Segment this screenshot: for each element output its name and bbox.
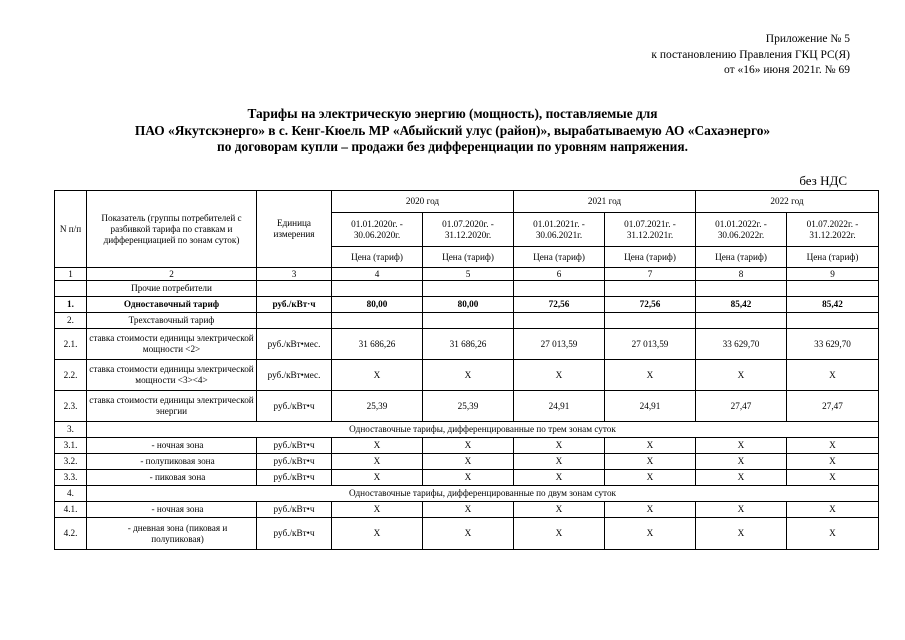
row-label: - ночная зона <box>87 502 257 518</box>
row-value: 27,47 <box>787 391 879 422</box>
row-value: X <box>423 470 514 486</box>
row-value <box>423 281 514 297</box>
row-value <box>787 313 879 329</box>
row-label: - ночная зона <box>87 438 257 454</box>
column-number: 3 <box>257 268 332 281</box>
table-row <box>55 391 879 422</box>
title-line-3: по договорам купли – продажи без дифференциации по уровням напряжения. <box>217 139 688 154</box>
row-value: X <box>605 360 696 391</box>
table-section-row <box>55 422 879 438</box>
header-period: 01.01.2021г. - 30.06.2021г. <box>514 213 605 247</box>
row-num: 4.2. <box>55 518 87 550</box>
header-year-2020: 2020 год <box>332 191 514 213</box>
row-value: X <box>514 502 605 518</box>
row-value: X <box>423 454 514 470</box>
row-num: 2. <box>55 313 87 329</box>
section-label: Одноставочные тарифы, дифференцированные по трем зонам суток <box>87 422 879 438</box>
row-value: X <box>787 438 879 454</box>
annex-line-date: от «16» июня 2021г. № 69 <box>724 64 850 76</box>
row-value: X <box>696 360 787 391</box>
row-value: X <box>605 518 696 550</box>
header-price-label: Цена (тариф) <box>787 247 879 268</box>
row-value: 25,39 <box>423 391 514 422</box>
row-label: Одноставочный тариф <box>87 297 257 313</box>
row-value: X <box>423 502 514 518</box>
annex-line-number: Приложение № 5 <box>765 33 850 45</box>
row-value <box>696 313 787 329</box>
row-unit: руб./кВт•ч <box>257 518 332 550</box>
row-value: 85,42 <box>696 297 787 313</box>
row-value <box>787 281 879 297</box>
row-value: X <box>514 454 605 470</box>
row-value: X <box>787 502 879 518</box>
row-num: 4.1. <box>55 502 87 518</box>
row-value: X <box>423 438 514 454</box>
row-value: 24,91 <box>514 391 605 422</box>
row-num: 2.2. <box>55 360 87 391</box>
document-title <box>0 106 905 156</box>
header-price-label: Цена (тариф) <box>696 247 787 268</box>
row-value: X <box>696 518 787 550</box>
row-value: X <box>787 454 879 470</box>
row-value: X <box>332 518 423 550</box>
table-row <box>55 360 879 391</box>
row-value: X <box>332 438 423 454</box>
header-num: N п/п <box>55 191 87 268</box>
table-row <box>55 454 879 470</box>
row-value: X <box>696 454 787 470</box>
row-label: - пиковая зона <box>87 470 257 486</box>
row-unit: руб./кВт•ч <box>257 454 332 470</box>
row-num: 4. <box>55 486 87 502</box>
header-row-column-numbers <box>55 268 879 281</box>
header-period: 01.07.2020г. - 31.12.2020г. <box>423 213 514 247</box>
header-unit: Единица измерения <box>257 191 332 268</box>
row-value: 27,47 <box>696 391 787 422</box>
row-value: X <box>332 502 423 518</box>
row-num: 3.3. <box>55 470 87 486</box>
row-value: 85,42 <box>787 297 879 313</box>
row-value: 72,56 <box>605 297 696 313</box>
column-number: 9 <box>787 268 879 281</box>
row-value: 80,00 <box>332 297 423 313</box>
row-num: 3.2. <box>55 454 87 470</box>
row-value: X <box>332 360 423 391</box>
header-period: 01.07.2022г. - 31.12.2022г. <box>787 213 879 247</box>
row-value: X <box>514 360 605 391</box>
row-num: 1. <box>55 297 87 313</box>
header-year-2021: 2021 год <box>514 191 696 213</box>
annex-reference <box>651 32 850 79</box>
row-value: X <box>605 470 696 486</box>
header-indicator: Показатель (группы потребителей с разбивкой тарифа по ставкам и дифференциацией по зонам суток) <box>87 191 257 268</box>
row-num: 2.1. <box>55 329 87 360</box>
row-value: X <box>514 470 605 486</box>
row-num: 3.1. <box>55 438 87 454</box>
row-value: X <box>605 438 696 454</box>
row-unit: руб./кВт·ч <box>257 297 332 313</box>
row-num: 2.3. <box>55 391 87 422</box>
row-label: - полупиковая зона <box>87 454 257 470</box>
row-value: X <box>423 360 514 391</box>
row-value: X <box>787 518 879 550</box>
row-value <box>514 281 605 297</box>
row-value: X <box>605 454 696 470</box>
table-row <box>55 329 879 360</box>
annex-line-decree: к постановлению Правления ГКЦ РС(Я) <box>651 48 850 61</box>
row-value: 31 686,26 <box>423 329 514 360</box>
row-label: ставка стоимости единицы электрической мощности <3><4> <box>87 360 257 391</box>
header-year-2022: 2022 год <box>696 191 879 213</box>
row-value: 27 013,59 <box>605 329 696 360</box>
table-row <box>55 297 879 313</box>
row-unit: руб./кВт•ч <box>257 438 332 454</box>
table-row <box>55 518 879 550</box>
row-unit: руб./кВт•ч <box>257 391 332 422</box>
row-value: X <box>514 438 605 454</box>
row-unit: руб./кВт•ч <box>257 502 332 518</box>
row-unit: руб./кВт•ч <box>257 470 332 486</box>
table-row <box>55 313 879 329</box>
row-label: ставка стоимости единицы электрической мощности <2> <box>87 329 257 360</box>
row-value: 80,00 <box>423 297 514 313</box>
row-value: 31 686,26 <box>332 329 423 360</box>
row-value <box>514 313 605 329</box>
header-period: 01.01.2022г. - 30.06.2022г. <box>696 213 787 247</box>
row-value: 33 629,70 <box>787 329 879 360</box>
row-value: 24,91 <box>605 391 696 422</box>
column-number: 2 <box>87 268 257 281</box>
row-value: X <box>696 502 787 518</box>
table-row <box>55 281 879 297</box>
row-num: 3. <box>55 422 87 438</box>
row-label: - дневная зона (пиковая и полупиковая) <box>87 518 257 550</box>
title-line-1: Тарифы на электрическую энергию (мощность), поставляемые для <box>247 106 658 121</box>
vat-note: без НДС <box>799 173 847 188</box>
row-value: 33 629,70 <box>696 329 787 360</box>
column-number: 6 <box>514 268 605 281</box>
row-value: X <box>332 470 423 486</box>
header-price-label: Цена (тариф) <box>605 247 696 268</box>
row-value: X <box>605 502 696 518</box>
header-period: 01.01.2020г. - 30.06.2020г. <box>332 213 423 247</box>
row-value <box>605 313 696 329</box>
row-value <box>332 313 423 329</box>
column-number: 8 <box>696 268 787 281</box>
header-price-label: Цена (тариф) <box>332 247 423 268</box>
row-value: X <box>514 518 605 550</box>
section-label: Одноставочные тарифы, дифференцированные по двум зонам суток <box>87 486 879 502</box>
column-number: 1 <box>55 268 87 281</box>
row-unit: руб./кВт•мес. <box>257 360 332 391</box>
row-value: 27 013,59 <box>514 329 605 360</box>
row-value: X <box>332 454 423 470</box>
row-value <box>332 281 423 297</box>
row-value: X <box>696 438 787 454</box>
table-section-row <box>55 486 879 502</box>
column-number: 4 <box>332 268 423 281</box>
column-number: 7 <box>605 268 696 281</box>
row-unit: руб./кВт•мес. <box>257 329 332 360</box>
row-value: X <box>787 470 879 486</box>
row-label: Трехставочный тариф <box>87 313 257 329</box>
row-value: X <box>423 518 514 550</box>
tariff-table <box>54 190 879 550</box>
header-price-label: Цена (тариф) <box>423 247 514 268</box>
row-value: 25,39 <box>332 391 423 422</box>
row-value: 72,56 <box>514 297 605 313</box>
table-row <box>55 470 879 486</box>
row-num <box>55 281 87 297</box>
row-value: X <box>696 470 787 486</box>
row-value: X <box>787 360 879 391</box>
row-value <box>605 281 696 297</box>
row-label: Прочие потребители <box>87 281 257 297</box>
row-unit <box>257 313 332 329</box>
header-price-label: Цена (тариф) <box>514 247 605 268</box>
table-row <box>55 438 879 454</box>
row-value <box>423 313 514 329</box>
row-value <box>696 281 787 297</box>
title-line-2: ПАО «Якутскэнерго» в с. Кенг-Кюель МР «Абыйский улус (район)», вырабатываемую АО «Сахаэнерго» <box>134 122 771 138</box>
row-unit <box>257 281 332 297</box>
header-period: 01.07.2021г. - 31.12.2021г. <box>605 213 696 247</box>
header-row-years <box>55 191 879 213</box>
column-number: 5 <box>423 268 514 281</box>
row-label: ставка стоимости единицы электрической энергии <box>87 391 257 422</box>
table-row <box>55 502 879 518</box>
